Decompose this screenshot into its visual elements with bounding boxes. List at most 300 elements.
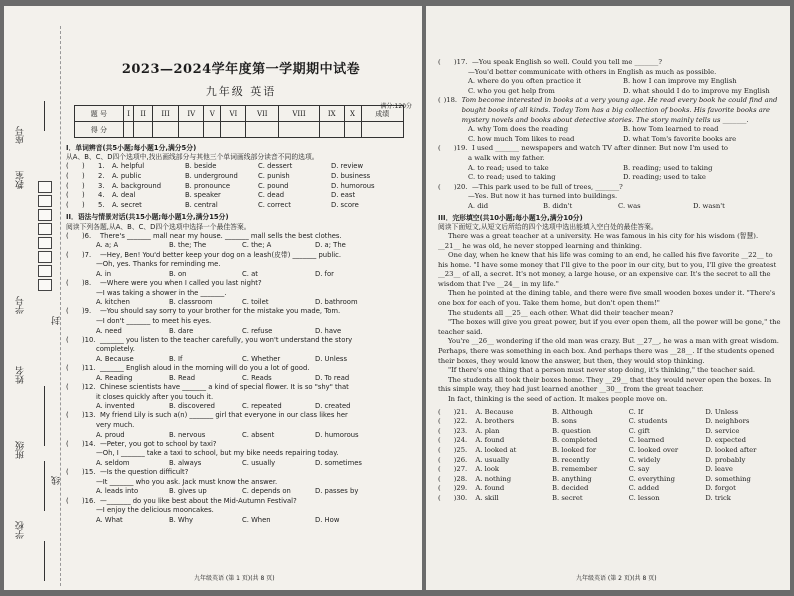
answer-blank: ( <box>438 493 441 502</box>
question-stem-cont: —Yes. But now it has turned into buildings. <box>468 192 618 201</box>
option: C. absent <box>242 430 275 439</box>
question-number: 5. <box>98 200 105 209</box>
question-number: )17. <box>454 58 468 66</box>
option: D. passes by <box>315 487 359 496</box>
score-header-cell: II <box>134 106 152 122</box>
score-cell <box>279 122 320 138</box>
question-stem-cont: —It _______ who you ask. Jack must know the answer. <box>96 477 278 486</box>
score-row <box>75 122 404 138</box>
passage-paragraph: "The boxes will give you great power, but if you ever open them, all the power will be gone," the teacher said. <box>438 318 781 336</box>
option-row <box>66 459 416 468</box>
question-row <box>66 440 416 450</box>
section-2 <box>66 213 416 525</box>
option: D. trick <box>705 493 731 502</box>
question-row <box>438 484 782 494</box>
option: D. humorous <box>331 181 375 190</box>
score-cell <box>221 122 246 138</box>
option: B. reading; used to taking <box>623 163 713 172</box>
question-row <box>66 201 416 211</box>
option: C. the; A <box>242 241 272 250</box>
option-row <box>66 374 416 383</box>
option: B. looked for <box>552 445 597 454</box>
question-row <box>438 494 782 504</box>
answer-blank: ( <box>66 335 69 344</box>
answer-blank: ( <box>66 278 69 287</box>
question-number: )22. <box>453 417 468 426</box>
full-mark: 满分:120分 <box>380 103 412 110</box>
score-cell <box>179 122 204 138</box>
question-row <box>66 191 416 201</box>
option: D. probably <box>705 455 746 464</box>
exam-subtitle: 九年级 英语 <box>205 85 277 98</box>
question-stem: —This park used to be full of trees, _______? <box>472 182 623 191</box>
answer-blank: ( <box>66 181 69 190</box>
question-number: )10. <box>82 335 96 344</box>
score-header-cell: 题 号 <box>75 106 124 122</box>
question-stem-cont: —I don't _______ to meet his eyes. <box>96 316 212 325</box>
option: C. at <box>242 269 258 278</box>
section-1 <box>66 144 416 210</box>
answer-blank: ( <box>66 191 69 200</box>
option: A. where do you often practice it <box>468 77 582 86</box>
question-number: )28. <box>453 474 468 483</box>
option: A. helpful <box>112 162 145 171</box>
option: A. proud <box>96 430 125 439</box>
score-header-cell: IX <box>319 106 344 122</box>
option: A. Because <box>96 354 134 363</box>
option: B. decided <box>552 484 589 493</box>
option: C. lesson <box>628 493 660 502</box>
option: C. gift <box>628 426 650 435</box>
answer-blank: ( <box>438 436 441 445</box>
option: B. dare <box>169 326 194 335</box>
option: C. When <box>242 515 271 524</box>
option: C. pound <box>258 181 289 190</box>
option: A. to read; used to take <box>468 163 549 172</box>
answer-blank: ( <box>438 484 441 493</box>
question-number: )24. <box>453 436 468 445</box>
option: A. in <box>96 269 112 278</box>
question-stem: —_______ do you like best about the Mid-Autumn Festival? <box>100 496 297 505</box>
option: D. bathroom <box>315 298 358 307</box>
page-2-footer: 九年级英语 (第 2 页)(共 8 页) <box>576 575 657 582</box>
question-stem-cont: completely. <box>96 345 135 354</box>
option: D. a; The <box>315 241 346 250</box>
option: B. classroom <box>169 298 213 307</box>
question-number: )29. <box>453 484 468 493</box>
question-stem: —Is the question difficult? <box>100 468 189 477</box>
question-row <box>438 465 782 475</box>
passage-paragraph: One day, when he knew that his life was coming to an end, he called his five favorite __22__ to his home. "I have some money that I'll give to the poor in our city, but to you, I'll give the greatest __23__ of all, a secret. It's not money, a large house, or an expensive car. It's the secret to all the wisdom that I've __24__ in my life." <box>438 251 777 288</box>
option: A. secret <box>112 200 142 209</box>
option: A. kitchen <box>96 298 130 307</box>
question-stem-cont: a walk with my father. <box>468 153 545 162</box>
student-id-label: 学号 <box>16 296 26 314</box>
score-cell <box>134 122 152 138</box>
answer-blank: ( <box>66 250 69 259</box>
option: D. wasn't <box>693 201 725 210</box>
option: D. business <box>331 172 371 180</box>
section-1-questions <box>66 162 416 210</box>
option: A. public <box>112 172 142 180</box>
passage-paragraph: In fact, thinking is the seed of action. It makes people move on. <box>448 395 668 403</box>
binding-margin <box>4 6 62 590</box>
option-row <box>66 355 416 364</box>
score-header-cell: X <box>344 106 361 122</box>
option: C. to read; used to taking <box>468 173 556 182</box>
option: C. Reads <box>242 373 272 382</box>
question-row <box>66 172 416 182</box>
option: B. central <box>185 200 218 209</box>
exam-title: 2023—2024学年度第一学期期中试卷 <box>121 62 361 77</box>
question-row <box>66 232 416 242</box>
question-row <box>66 279 416 289</box>
student-id-boxes <box>38 181 52 293</box>
question-stem: —Hey, Ben! You'd better keep your dog on a leash(皮带) _______ public. <box>100 250 342 259</box>
page-1-footer: 九年级英语 (第 1 页)(共 8 页) <box>194 575 275 582</box>
class-label: 班级 <box>16 441 26 459</box>
answer-blank: ( <box>438 465 441 474</box>
option: D. How <box>315 515 340 524</box>
question-row <box>438 417 782 427</box>
option-row <box>66 241 416 250</box>
option: D. Unless <box>315 354 347 363</box>
option: A. seldom <box>96 458 130 467</box>
option: D. looked after <box>705 445 757 454</box>
school-line <box>44 541 45 581</box>
option: D. forgot <box>705 484 736 493</box>
question-stem: —You speak English so well. Could you tell me _______? <box>472 58 662 66</box>
answer-blank-close: ) <box>82 181 85 190</box>
option: D. what should I do to improve my English <box>623 86 770 95</box>
answer-blank: ( <box>438 426 441 435</box>
option: A. usually <box>475 455 510 464</box>
question-row <box>438 456 782 466</box>
option: A. deal <box>112 191 136 200</box>
line-mark: 线 <box>52 476 62 485</box>
question-number: )11. <box>82 364 96 373</box>
question-stem: _______ you listen to the teacher carefully, you won't understand the story <box>100 335 353 344</box>
answer-blank: ( <box>438 182 441 191</box>
question-row <box>66 383 416 393</box>
option: A. background <box>112 181 162 190</box>
option: B. speaker <box>185 191 221 200</box>
section-3 <box>438 214 782 232</box>
option: B. If <box>169 354 183 363</box>
score-header-cell: I <box>123 106 134 122</box>
option: B. beside <box>185 162 217 171</box>
question-row <box>66 497 416 507</box>
question-number: 2. <box>98 172 105 180</box>
seal-mark: 封 <box>52 316 62 325</box>
question-number: )15. <box>82 468 96 477</box>
option: C. toilet <box>242 298 269 307</box>
question-number: )21. <box>453 407 468 416</box>
option: D. humorous <box>315 430 359 439</box>
score-cell <box>204 122 221 138</box>
option: D. leave <box>705 465 733 474</box>
answer-blank-close: ) <box>82 191 85 200</box>
score-cell <box>361 122 403 138</box>
score-cell <box>344 122 361 138</box>
question-number: )6. <box>82 231 92 240</box>
option: D. neighbors <box>705 417 750 426</box>
score-table <box>74 105 404 138</box>
score-label-cell: 得 分 <box>75 122 124 138</box>
option-row <box>66 487 416 496</box>
question-stem: My friend Lily is such a(n) _______ girl that everyone in our class likes her <box>100 411 348 420</box>
question-row <box>438 96 782 125</box>
option: A. found <box>475 436 505 445</box>
answer-blank: ( <box>66 364 69 373</box>
classroom-label: 教室 <box>16 171 26 189</box>
name-label: 姓名 <box>16 366 26 384</box>
question-number: )25. <box>453 445 468 454</box>
option: A. leads into <box>96 487 139 496</box>
question-number: )26. <box>453 455 468 464</box>
section-3-heading: III．完形填空(共10小题;每小题1分,满分10分) <box>438 213 583 222</box>
question-stem: Chinese scientists have _______ a kind of special flower. It is so "shy" that <box>100 382 349 391</box>
option-row <box>66 327 416 336</box>
option: B. the; The <box>169 241 207 250</box>
option: B. Although <box>552 407 593 416</box>
question-row <box>66 336 416 346</box>
question-stem: —Peter, you got to school by taxi? <box>100 439 217 448</box>
section-2-questions <box>66 232 416 525</box>
answer-blank: ( <box>66 200 69 209</box>
option: D. review <box>331 162 364 171</box>
option: A. need <box>96 326 122 335</box>
question-row <box>438 58 782 68</box>
option: A. skill <box>475 493 499 502</box>
option-row <box>66 270 416 279</box>
passage-paragraph: There was a great teacher at a university. He was famous in his city for his wisdom (智慧). __21__ he was old, he never stopped learning and thinking. <box>438 231 759 250</box>
option: D. what Tom's favorite books are <box>623 134 737 143</box>
option: C. correct <box>258 200 291 209</box>
question-row <box>66 251 416 261</box>
question-number: )23. <box>453 426 468 435</box>
question-row <box>66 364 416 374</box>
answer-blank: ( <box>66 468 69 477</box>
option: B. how I can improve my English <box>623 77 737 86</box>
score-header-cell: IV <box>179 106 204 122</box>
option: C. If <box>628 407 644 416</box>
option: B. anything <box>552 474 592 483</box>
option-block <box>438 125 782 144</box>
question-number: )12. <box>82 382 96 391</box>
answer-blank: ( <box>438 474 441 483</box>
option: C. was <box>618 201 641 210</box>
page2-content <box>438 58 782 504</box>
answer-blank: ( <box>438 445 441 454</box>
option: C. looked over <box>628 445 679 454</box>
question-number: )30. <box>453 493 468 502</box>
option: A. Reading <box>96 373 133 382</box>
score-header-cell: VI <box>221 106 246 122</box>
option: D. expected <box>705 436 746 445</box>
question-row <box>66 307 416 317</box>
option: D. sometimes <box>315 458 362 467</box>
score-header-cell: VIII <box>279 106 320 122</box>
option: C. say <box>628 465 650 474</box>
question-stem-cont: —Oh, yes. Thanks for reminding me. <box>96 260 221 269</box>
answer-blank: ( <box>438 455 441 464</box>
question-row <box>438 475 782 485</box>
question-stem-cont: it closes quickly after you touch it. <box>96 392 214 401</box>
answer-blank: ( <box>66 439 69 448</box>
answer-blank: ( <box>66 162 69 171</box>
option: B. always <box>169 458 202 467</box>
cloze-questions <box>438 408 782 504</box>
option-block <box>438 202 782 212</box>
question-number: )8. <box>82 278 92 287</box>
question-number: )18. <box>443 96 458 105</box>
question-number: 4. <box>98 191 105 200</box>
question-number: )16. <box>82 496 96 505</box>
option: B. how Tom learned to read <box>623 125 719 134</box>
score-cell <box>123 122 134 138</box>
question-stem: _______ English aloud in the morning will do you a lot of good. <box>100 364 310 373</box>
passage-paragraph: Then he pointed at the dining table, and there were five small wooden boxes under it. "There's one box for each of you. Take them home, but don't open them!" <box>438 289 776 308</box>
score-header-row <box>75 106 404 122</box>
class-line <box>44 461 45 511</box>
option: A. invented <box>96 402 135 411</box>
option: A. Because <box>475 407 514 416</box>
option: B. completed <box>552 436 598 445</box>
section-1-heading: I．单词辨音(共5小题;每小题1分,满分5分) <box>66 144 197 152</box>
option: C. usually <box>242 458 276 467</box>
option: B. sons <box>552 417 577 426</box>
option: D. Unless <box>705 407 739 416</box>
option: C. refuse <box>242 326 273 335</box>
question-number: 1. <box>98 162 105 171</box>
answer-blank: ( <box>438 417 441 426</box>
section-2-instructions: 阅读下列各题,从A、B、C、D四个选项中选择一个最佳答案。 <box>66 222 251 231</box>
answer-blank-close: ) <box>82 162 85 171</box>
option: C. students <box>628 417 668 426</box>
question-stem: There's _______ mall near my house. _______ mall sells the best clothes. <box>100 231 342 240</box>
question-number: )7. <box>82 250 92 259</box>
answer-blank-close: ) <box>82 200 85 209</box>
option: C. everything <box>628 474 675 483</box>
answer-blank: ( <box>66 307 69 316</box>
option: B. question <box>552 426 591 435</box>
question-stem-cont: —I enjoy the delicious mooncakes. <box>96 506 214 515</box>
answer-blank: ( <box>438 144 441 153</box>
score-header-cell: VII <box>246 106 279 122</box>
option-row <box>66 402 416 411</box>
option: C. who you get help from <box>468 86 555 95</box>
option: A. look <box>475 465 500 474</box>
option: B. remember <box>552 465 598 474</box>
seal-line <box>60 26 61 586</box>
question-stem-cont: —Oh, I _______ take a taxi to school, but my bike needs repairing today. <box>96 449 339 458</box>
option: C. repeated <box>242 402 282 411</box>
option: B. on <box>169 269 187 278</box>
answer-blank: ( <box>66 382 69 391</box>
section-2-heading: II．语法与情景对话(共15小题;每小题1分,满分15分) <box>66 213 229 222</box>
passage-paragraph: "If there's one thing that a person must never stop doing, it's thinking," the teacher said. <box>448 366 756 375</box>
option: C. learned <box>628 436 665 445</box>
page1-content <box>66 58 416 525</box>
option-row <box>66 298 416 307</box>
question-row <box>438 144 782 154</box>
option: D. created <box>315 402 351 411</box>
option: D. score <box>331 200 359 209</box>
exam-page-2 <box>426 6 790 590</box>
question-row <box>66 468 416 478</box>
option: A. brothers <box>475 417 515 426</box>
option: C. dead <box>258 191 285 200</box>
option: B. Why <box>169 515 194 524</box>
score-cell <box>319 122 344 138</box>
name-line <box>44 386 45 446</box>
option: D. something <box>705 474 751 483</box>
option: B. recently <box>552 455 590 464</box>
question-number: )27. <box>453 465 468 474</box>
option: A. why Tom does the reading <box>468 125 569 134</box>
question-number: )20. <box>454 182 468 191</box>
score-header-cell: 成绩 <box>361 106 403 122</box>
option: C. dessert <box>258 162 293 171</box>
question-stem: —Where were you when I called you last night? <box>100 278 262 287</box>
question-stem: Tom become interested in books at a very young age. He read every book he could find and bought books of all kinds. Today Tom has a big collection of books. His favorite books are mystery novels and books about detective stories. The story mainly tells us _______. <box>461 96 778 124</box>
option: B. secret <box>552 493 583 502</box>
question-row <box>438 183 782 193</box>
passage-paragraph: The students all took their boxes home. They __29__ that they would never open the boxes. In this simple way, they had just learned another __30__ from the great teacher. <box>438 375 772 394</box>
score-header-cell: III <box>152 106 178 122</box>
question-row <box>66 162 416 172</box>
question-row <box>66 411 416 421</box>
section-3-instructions: 阅读下面短文,从短文后所给的四个选项中选出能填入空白处的最佳答案。 <box>438 222 658 231</box>
passage-paragraph: You're __26__ wondering if the old man was crazy. But __27__, he was a man with great wisdom. Perhaps, there was something in each box. And perhaps there was __28__. If the students opened their boxes, they would know the answer, but then, they would stop thinking. <box>438 337 779 365</box>
option-row <box>66 516 416 525</box>
option: D. reading; used to take <box>623 173 706 182</box>
option: A. looked at <box>475 445 517 454</box>
question-number: )13. <box>82 411 96 420</box>
option: C. how much Tom likes to read <box>468 134 575 143</box>
option: C. punish <box>258 172 290 180</box>
option: D. for <box>315 269 334 278</box>
option: A. did <box>468 201 489 210</box>
score-header-cell: V <box>204 106 221 122</box>
option: C. depends on <box>242 487 291 496</box>
answer-blank: ( <box>438 96 441 105</box>
option: C. widely <box>628 455 661 464</box>
seat-line <box>44 101 45 131</box>
option: A. found <box>475 484 505 493</box>
option: C. added <box>628 484 660 493</box>
option: B. pronounce <box>185 181 231 190</box>
question-stem: —You should say sorry to your brother for the mistake you made, Tom. <box>100 307 341 316</box>
exam-page-1 <box>4 6 422 590</box>
question-row <box>66 182 416 192</box>
question-stem-cont: —You'd better communicate with others in English as much as possible. <box>468 67 717 76</box>
school-label: 学校 <box>16 521 26 539</box>
score-cell <box>246 122 279 138</box>
option: B. didn't <box>543 201 573 210</box>
question-row <box>438 427 782 437</box>
answer-blank: ( <box>438 58 441 66</box>
answer-blank-close: ) <box>82 172 85 180</box>
option: B. Read <box>169 373 196 382</box>
question-stem-cont: very much. <box>96 420 135 429</box>
question-number: )14. <box>82 439 96 448</box>
question-stem-cont: —I was taking a shower in the _______. <box>96 288 227 297</box>
option: D. have <box>315 326 342 335</box>
option-row <box>66 431 416 440</box>
option-block <box>438 77 782 96</box>
